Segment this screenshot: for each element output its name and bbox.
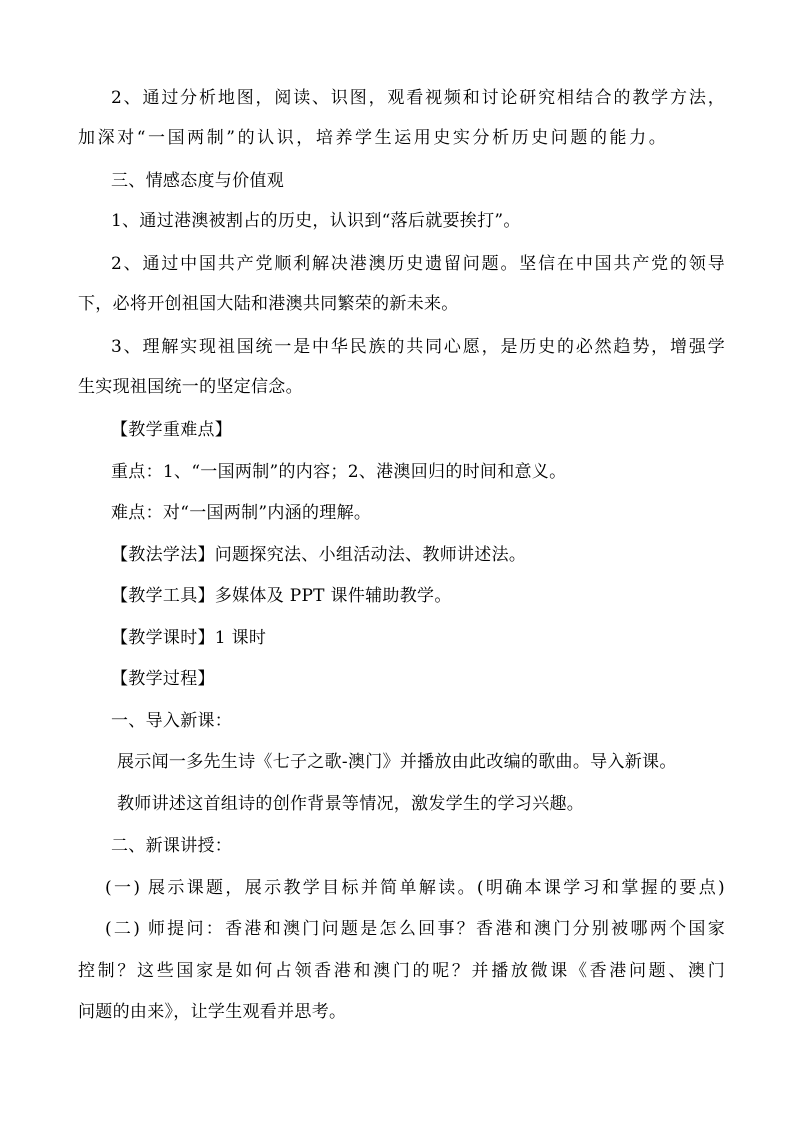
section3-item3-line2: 生实现祖国统一的坚定信念。 — [78, 377, 303, 397]
intro-heading: 一、导入新课： — [111, 711, 233, 731]
section3-heading: 三、情感态度与价值观 — [111, 171, 284, 191]
step2-line1: (二) 师提问：香港和澳门问题是怎么回事？香港和澳门分别被哪两个国家 — [105, 919, 725, 939]
section3-item1: 1、通过港澳被割占的历史，认识到“落后就要挨打”。 — [111, 211, 521, 231]
new-lesson-heading: 二、新课讲授： — [111, 836, 233, 856]
key-points-focus: 重点：1、“一国两制”的内容；2、港澳回归的时间和意义。 — [111, 462, 567, 482]
teaching-hours: 【教学课时】1 课时 — [111, 628, 267, 648]
step1: (一) 展示课题，展示教学目标并简单解读。(明确本课学习和掌握的要点) — [105, 878, 725, 898]
intro-line1: 展示闻一多先生诗《七子之歌-澳门》并播放由此改编的歌曲。导入新课。 — [117, 752, 677, 772]
section3-item2-line2: 下，必将开创祖国大陆和港澳共同繁荣的新未来。 — [78, 294, 459, 314]
process-heading: 【教学过程】 — [111, 669, 215, 689]
step2-line3: 问题的由来》，让学生观看并思考。 — [78, 1002, 347, 1022]
step2-line2: 控制？这些国家是如何占领香港和澳门的呢？并播放微课《香港问题、澳门 — [78, 961, 725, 981]
key-points-heading: 【教学重难点】 — [111, 420, 233, 440]
key-points-difficulty: 难点：对“一国两制”内涵的理解。 — [111, 503, 372, 523]
teaching-methods: 【教法学法】问题探究法、小组活动法、教师讲述法。 — [111, 545, 527, 565]
section3-item2-line1: 2、通过中国共产党顺利解决港澳历史遗留问题。坚信在中国共产党的领导 — [111, 254, 725, 274]
section3-item3-line1: 3、理解实现祖国统一是中华民族的共同心愿，是历史的必然趋势，增强学 — [111, 337, 725, 357]
goal2-line2: 加深对“一国两制”的认识，培养学生运用史实分析历史问题的能力。 — [78, 128, 666, 148]
teaching-tools: 【教学工具】多媒体及 PPT 课件辅助教学。 — [111, 586, 452, 606]
goal2-line1: 2、通过分析地图，阅读、识图，观看视频和讨论研究相结合的教学方法， — [111, 88, 725, 108]
intro-line2: 教师讲述这首组诗的创作背景等情况，激发学生的学习兴趣。 — [117, 794, 585, 814]
